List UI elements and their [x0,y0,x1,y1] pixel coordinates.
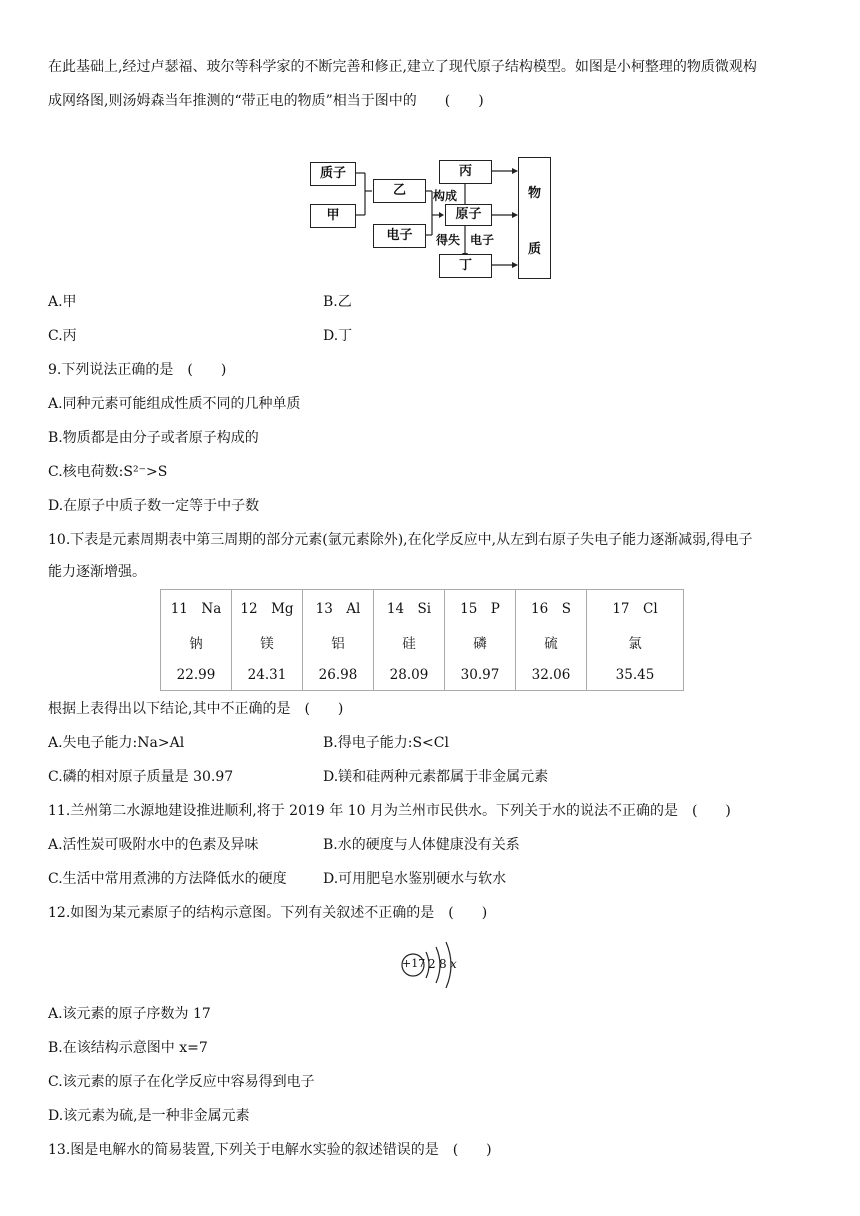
element-name: 铝 [331,635,345,652]
element-name: 磷 [473,635,487,652]
label-deshi: 得失 [436,233,461,247]
q9-option-c: C.核电荷数:S²⁻>S [48,464,168,480]
q12-stem: 12.如图为某元素原子的结构示意图。下列有关叙述不正确的是 ( ) [48,905,488,921]
q8-stem-line1: 在此基础上,经过卢瑟福、玻尔等科学家的不断完善和修正,建立了现代原子结构模型。如图是小柯整理的物质微观构 [48,59,757,75]
element-cell [516,590,587,691]
element-name: 镁 [260,635,274,652]
q10-stem-line1: 10.下表是元素周期表中第三周期的部分元素(氩元素除外),在化学反应中,从左到右原子失电子能力逐渐减弱,得电子 [48,532,753,548]
label-goucheng: 构成 [433,189,458,203]
q10-stem-line3: 根据上表得出以下结论,其中不正确的是 ( ) [48,701,344,717]
shell-3-count: x [450,957,457,971]
q8-option-c: C.丙 [48,328,77,344]
q10-option-b: B.得电子能力:S<Cl [323,735,449,751]
element-mass: 32.06 [531,666,571,683]
element-number-symbol: 12 Mg [240,601,294,618]
element-cell [445,590,516,691]
element-number-symbol: 14 Si [386,601,432,618]
q8-stem-line2: 成网络图,则汤姆森当年推测的“带正电的物质”相当于图中的 ( ) [48,93,484,109]
q13-stem: 13.图是电解水的简易装置,下列关于电解水实验的叙述错误的是 ( ) [48,1142,492,1158]
element-number-symbol: 16 S [531,601,571,618]
q12-option-d: D.该元素为硫,是一种非金属元素 [48,1108,250,1124]
element-number-symbol: 15 P [460,601,500,618]
q8-option-a: A.甲 [48,294,77,310]
box-jia: 甲 [310,204,356,228]
element-name: 钠 [189,635,203,652]
q8-option-d: D.丁 [323,328,353,344]
box-proton: 质子 [310,162,356,186]
element-number-symbol: 11 Na [170,601,222,618]
element-cell [303,590,374,691]
q8-option-b: B.乙 [323,294,352,310]
element-name: 硫 [544,635,558,652]
q11-stem: 11.兰州第二水源地建设推进顺利,将于 2019 年 10 月为兰州市民供水。下列关于水的说法不正确的是 ( ) [48,803,731,819]
q10-option-d: D.镁和硅两种元素都属于非金属元素 [323,769,549,785]
q10-option-c: C.磷的相对原子质量是 30.97 [48,769,234,785]
box-electron: 电子 [373,224,426,248]
q10-stem-line2: 能力逐渐增强。 [48,564,146,580]
element-cell [161,590,232,691]
label-electron-2: 电子 [470,233,495,247]
element-mass: 26.98 [318,666,358,683]
q11-option-b: B.水的硬度与人体健康没有关系 [323,837,520,853]
element-name: 氯 [628,635,642,652]
box-ding: 丁 [439,254,492,278]
element-cell [232,590,303,691]
element-mass: 22.99 [176,666,216,683]
nucleus-charge: +17 [402,957,426,970]
element-mass: 28.09 [389,666,429,683]
q12-option-a: A.该元素的原子序数为 17 [48,1006,211,1022]
q9-option-a: A.同种元素可能组成性质不同的几种单质 [48,396,301,412]
element-mass: 24.31 [247,666,287,683]
matter-char-1: 物 [527,186,541,201]
element-cell [374,590,445,691]
q12-option-c: C.该元素的原子在化学反应中容易得到电子 [48,1074,315,1090]
q12-option-b: B.在该结构示意图中 x=7 [48,1040,208,1056]
element-mass: 35.45 [615,666,655,683]
matter-char-2: 质 [527,242,541,257]
shell-1-count: 2 [428,957,436,971]
q9-stem: 9.下列说法正确的是 ( ) [48,362,227,378]
q11-option-c: C.生活中常用煮沸的方法降低水的硬度 [48,871,287,887]
box-bing: 丙 [439,160,492,184]
box-matter [518,157,551,279]
shell-2-count: 8 [439,957,447,971]
q10-option-a: A.失电子能力:Na>Al [48,735,185,751]
q9-option-d: D.在原子中质子数一定等于中子数 [48,498,260,514]
q11-option-a: A.活性炭可吸附水中的色素及异味 [48,837,259,853]
periodic-table-row [160,589,684,691]
element-number-symbol: 13 Al [315,601,361,618]
element-number-symbol: 17 Cl [612,601,658,618]
box-yi: 乙 [373,179,426,203]
element-cell [587,590,684,691]
element-mass: 30.97 [460,666,500,683]
box-atom: 原子 [445,204,492,226]
q11-option-d: D.可用肥皂水鉴别硬水与软水 [323,871,507,887]
q9-option-b: B.物质都是由分子或者原子构成的 [48,430,259,446]
element-name: 硅 [402,635,416,652]
